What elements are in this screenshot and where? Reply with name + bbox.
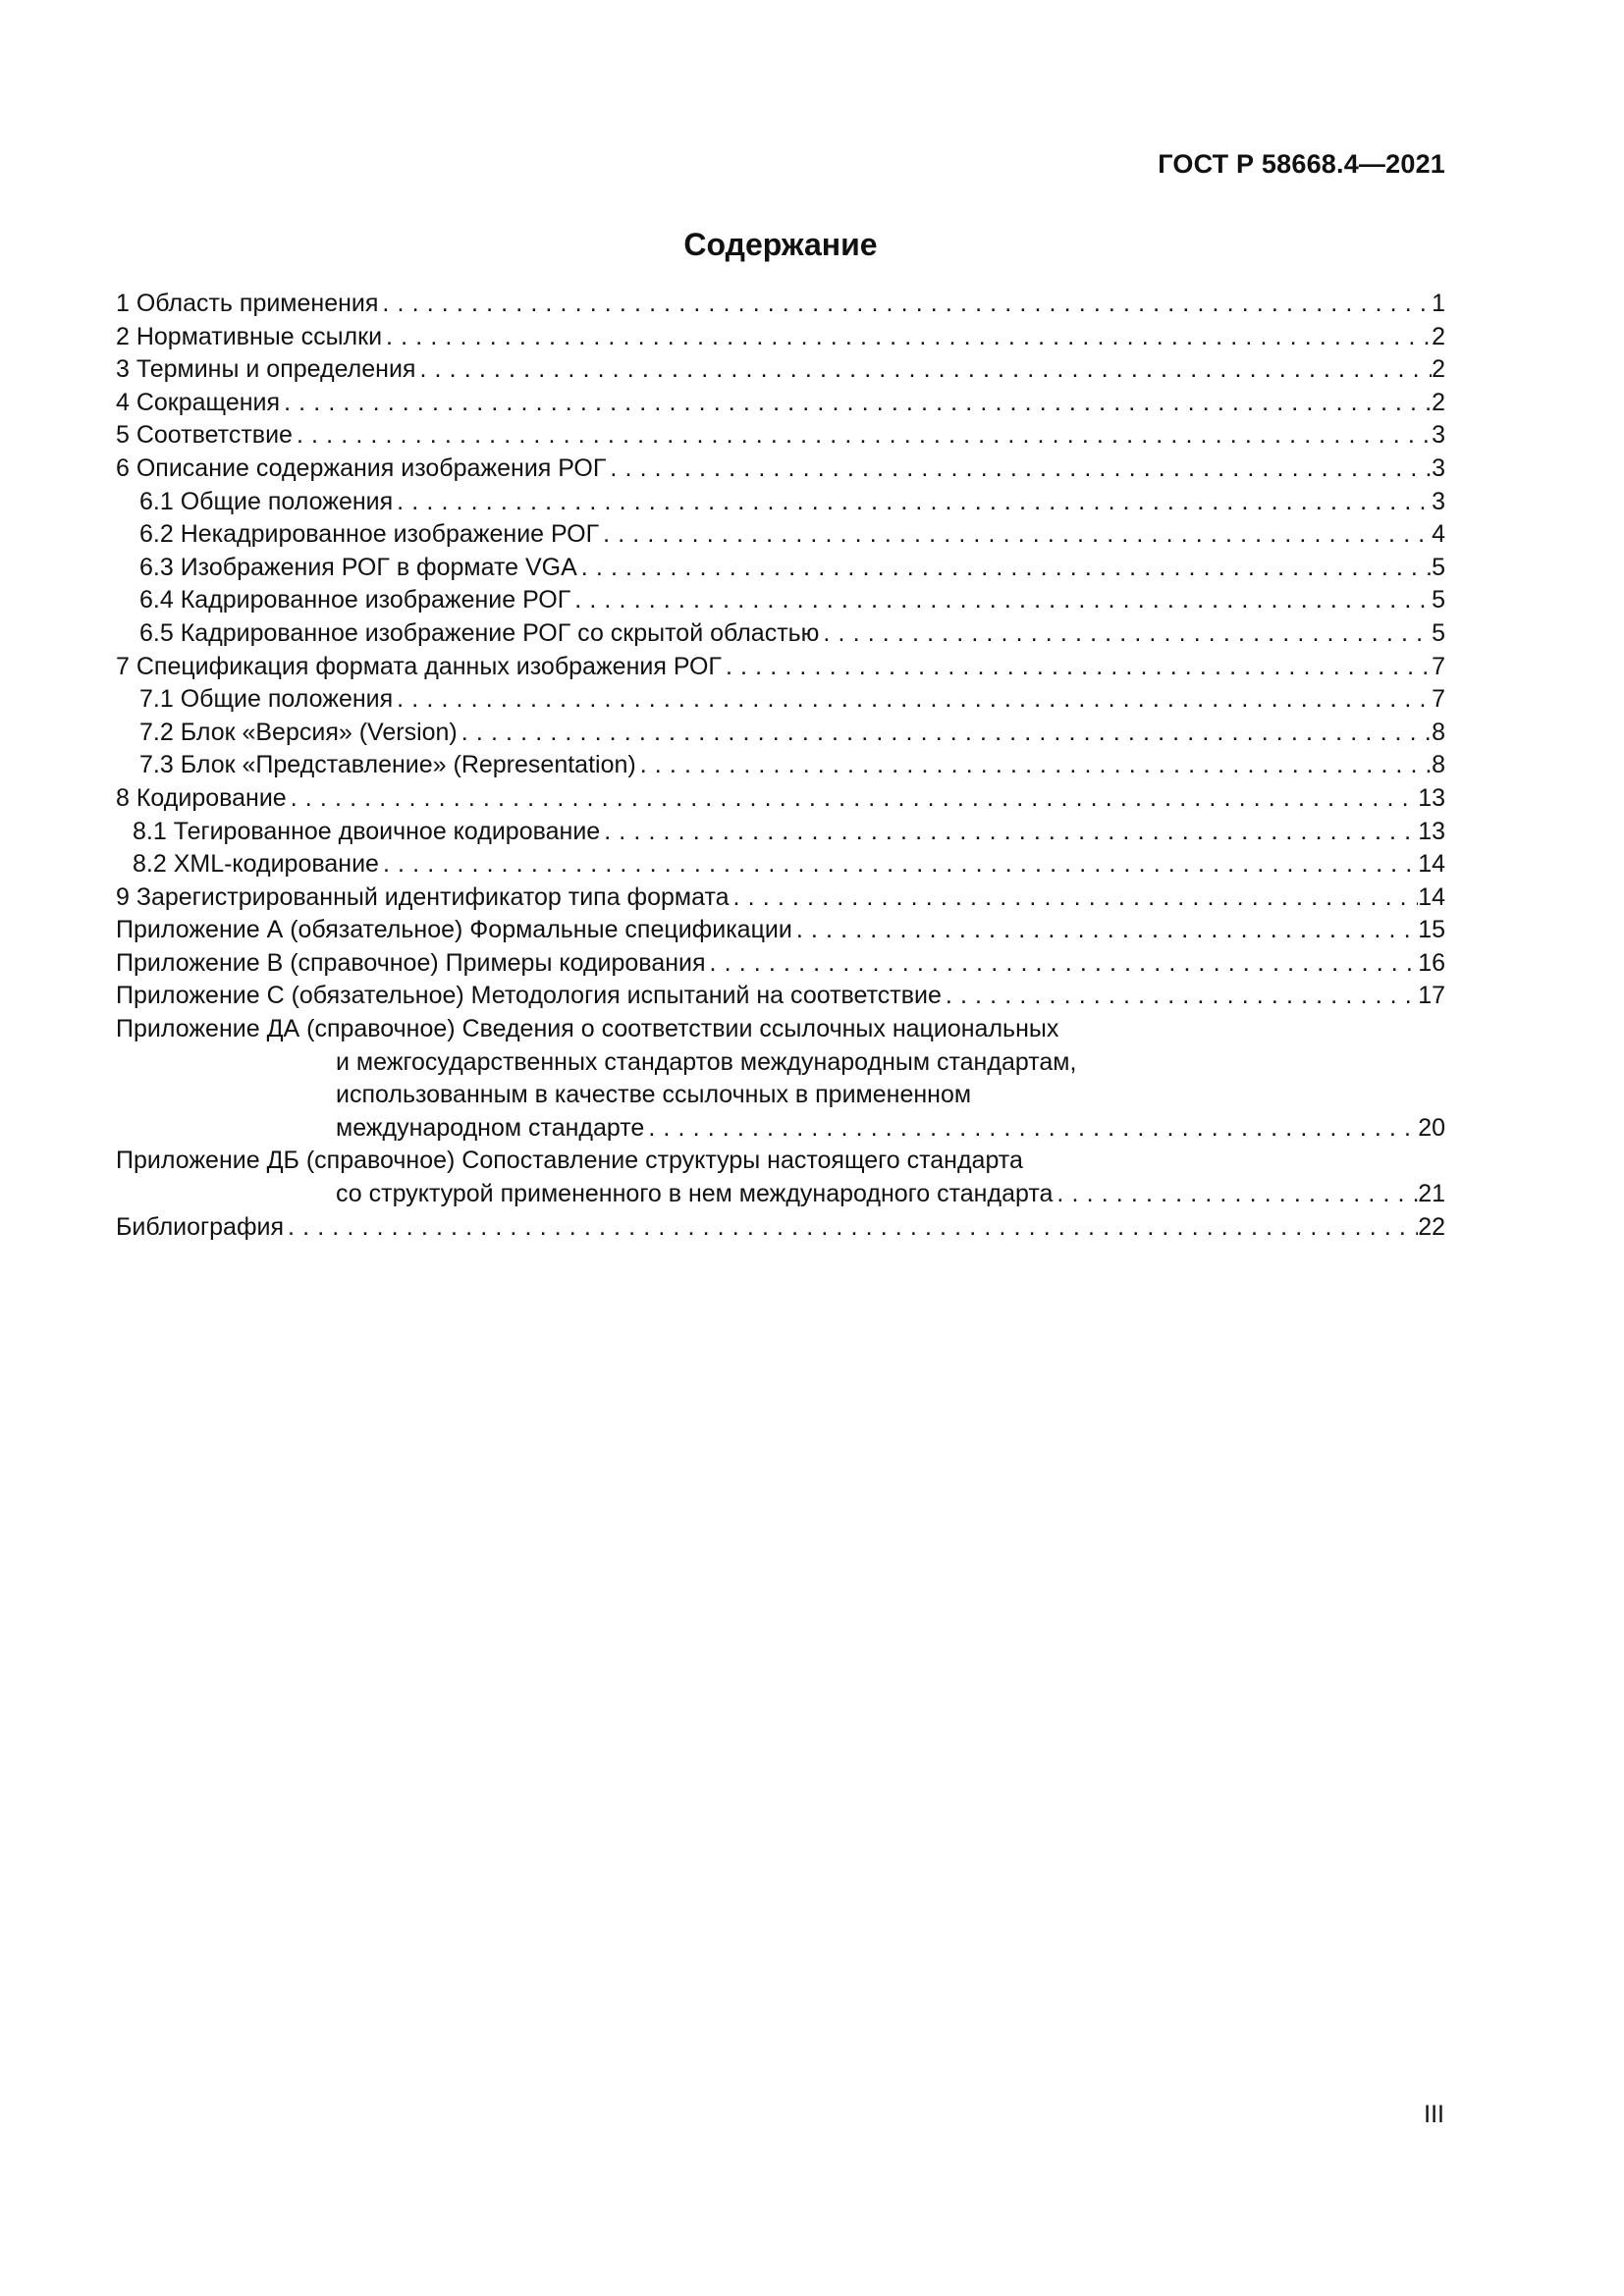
toc-entry-page: 3: [1432, 421, 1445, 450]
dot-leader: [293, 419, 1432, 453]
toc-entry-label: 6.3 Изображения РОГ в формате VGA: [139, 553, 577, 581]
dot-leader: [730, 881, 1419, 915]
toc-entry-page: 16: [1418, 948, 1445, 977]
toc-entry-bibliography[interactable]: [116, 1211, 1445, 1245]
dot-leader: [792, 914, 1418, 947]
toc-entry-label: Приложение С (обязательное) Методология испытаний на соответствие: [116, 982, 942, 1010]
toc-entry-annex-c[interactable]: [116, 980, 1445, 1013]
toc-entry-label: 8.2 XML-кодирование: [133, 850, 379, 879]
toc-entry-6-5[interactable]: [116, 617, 1445, 651]
dot-leader: [284, 1211, 1418, 1245]
toc-entry-6-1[interactable]: [116, 486, 1445, 519]
toc-entry-label: 5 Соответствие: [116, 421, 293, 450]
toc-entry-3[interactable]: [116, 353, 1445, 387]
toc-entry-label-line: и межгосударственных стандартов международным стандартам,: [336, 1047, 1077, 1076]
toc-entry-last-line: [116, 1112, 1445, 1146]
toc-entry-7-2[interactable]: [116, 717, 1445, 750]
toc-title: Содержание: [683, 227, 878, 262]
toc-entry-6[interactable]: [116, 453, 1445, 486]
toc-entry-page: 15: [1418, 916, 1445, 944]
toc-entry-page: 14: [1418, 882, 1445, 911]
toc-entry-page: 3: [1432, 454, 1445, 482]
toc-entry-5[interactable]: [116, 419, 1445, 453]
toc-entry-page: 7: [1432, 685, 1445, 714]
toc-entry-page: 1: [1432, 290, 1445, 317]
toc-entry-label: 6.2 Некадрированное изображение РОГ: [139, 520, 600, 549]
dot-leader: [606, 453, 1432, 486]
dot-leader: [379, 848, 1418, 881]
dot-leader: [819, 617, 1432, 651]
dot-leader: [600, 816, 1418, 849]
toc-entry-label: 7 Спецификация формата данных изображения РОГ: [116, 652, 722, 680]
toc-entry-label-line: Приложение ДБ (справочное) Сопоставление структуры настоящего стандарта: [116, 1147, 1023, 1175]
toc-entry-4[interactable]: [116, 387, 1445, 420]
dot-leader: [287, 782, 1418, 816]
toc-entry-6-4[interactable]: [116, 584, 1445, 617]
toc-entry-page: 13: [1418, 817, 1445, 845]
toc-entry-label: 9 Зарегистрированный идентификатор типа формата: [116, 882, 730, 911]
toc-entry-page: 5: [1432, 553, 1445, 581]
document-code-header: ГОСТ Р 58668.4—2021: [1158, 149, 1445, 179]
toc-entry-label: 7.3 Блок «Представление» (Representation): [139, 751, 636, 779]
toc-entry-label: Библиография: [116, 1212, 285, 1241]
toc-entry-page: 14: [1418, 850, 1445, 879]
toc-entry-label: 1 Область применения: [116, 290, 379, 317]
toc-entry-label: 6.1 Общие положения: [139, 487, 394, 515]
toc-entry-page: 17: [1418, 982, 1445, 1010]
toc-entry-7-1[interactable]: [116, 683, 1445, 717]
table-of-contents: [116, 288, 1445, 1244]
toc-entry-label: 6.5 Кадрированное изображение РОГ со скрытой областью: [139, 618, 820, 647]
dot-leader: [570, 584, 1432, 617]
toc-entry-6-2[interactable]: [116, 518, 1445, 552]
toc-entry-page: 22: [1418, 1212, 1445, 1241]
dot-leader: [458, 717, 1432, 750]
toc-entry-label: 8 Кодирование: [116, 783, 287, 812]
dot-leader: [636, 749, 1432, 782]
toc-entry-page: 4: [1432, 520, 1445, 549]
toc-entry-label: 7.2 Блок «Версия» (Version): [139, 718, 458, 746]
toc-entry-page: 5: [1432, 618, 1445, 647]
toc-entry-7[interactable]: [116, 651, 1445, 684]
toc-entry-label: 7.1 Общие положения: [139, 685, 394, 714]
toc-entry-label: 2 Нормативные ссылки: [116, 322, 383, 350]
toc-entry-8[interactable]: [116, 782, 1445, 816]
dot-leader: [382, 321, 1432, 354]
dot-leader: [942, 980, 1418, 1013]
toc-entry-page: 5: [1432, 586, 1445, 614]
dot-leader: [722, 651, 1432, 684]
dot-leader: [1053, 1178, 1418, 1211]
toc-entry-label: 4 Сокращения: [116, 388, 281, 416]
toc-entry-9[interactable]: [116, 881, 1445, 915]
toc-entry-2[interactable]: [116, 321, 1445, 354]
toc-entry-1[interactable]: [116, 288, 1445, 321]
toc-entry-page: 2: [1432, 322, 1445, 350]
dot-leader: [378, 288, 1432, 321]
toc-entry-7-3[interactable]: [116, 749, 1445, 782]
toc-entry-annex-da[interactable]: [116, 1013, 1445, 1145]
toc-entry-label: Приложение В (справочное) Примеры кодирования: [116, 948, 706, 977]
toc-entry-last-line: [116, 1178, 1445, 1211]
toc-entry-page: 2: [1432, 355, 1445, 384]
toc-entry-annex-a[interactable]: [116, 914, 1445, 947]
page-number: III: [1424, 2101, 1444, 2128]
toc-entry-label-line: со структурой примененного в нем международного стандарта: [336, 1180, 1054, 1208]
toc-entry-page: 8: [1432, 718, 1445, 746]
toc-entry-label-line: использованным в качестве ссылочных в примененном: [336, 1081, 972, 1109]
toc-entry-label: 6.4 Кадрированное изображение РОГ: [139, 586, 571, 614]
toc-entry-page: 7: [1432, 652, 1445, 680]
dot-leader: [415, 353, 1432, 387]
toc-entry-page: 21: [1418, 1180, 1445, 1208]
toc-entry-page: 2: [1432, 388, 1445, 416]
toc-entry-8-1[interactable]: [116, 816, 1445, 849]
toc-entry-6-3[interactable]: [116, 552, 1445, 585]
dot-leader: [577, 552, 1432, 585]
dot-leader: [393, 683, 1432, 717]
dot-leader: [280, 387, 1432, 420]
dot-leader: [706, 947, 1419, 981]
toc-entry-label: 3 Термины и определения: [116, 355, 416, 384]
toc-entry-page: 8: [1432, 751, 1445, 779]
dot-leader: [599, 518, 1432, 552]
dot-leader: [644, 1112, 1418, 1146]
toc-entry-label: 6 Описание содержания изображения РОГ: [116, 454, 607, 482]
toc-entry-annex-b[interactable]: [116, 947, 1445, 981]
toc-entry-label-line: международном стандарте: [336, 1113, 645, 1142]
toc-entry-page: 20: [1418, 1113, 1445, 1142]
toc-entry-page: 3: [1432, 487, 1445, 515]
toc-entry-label: Приложение А (обязательное) Формальные спецификации: [116, 916, 792, 944]
toc-entry-label: 8.1 Тегированное двоичное кодирование: [133, 817, 601, 845]
toc-entry-8-2[interactable]: [116, 848, 1445, 881]
toc-entry-annex-db[interactable]: [116, 1145, 1445, 1210]
toc-entry-label-line: Приложение ДА (справочное) Сведения о соответствии ссылочных национальных: [116, 1015, 1059, 1043]
toc-entry-page: 13: [1418, 783, 1445, 812]
dot-leader: [393, 486, 1432, 519]
